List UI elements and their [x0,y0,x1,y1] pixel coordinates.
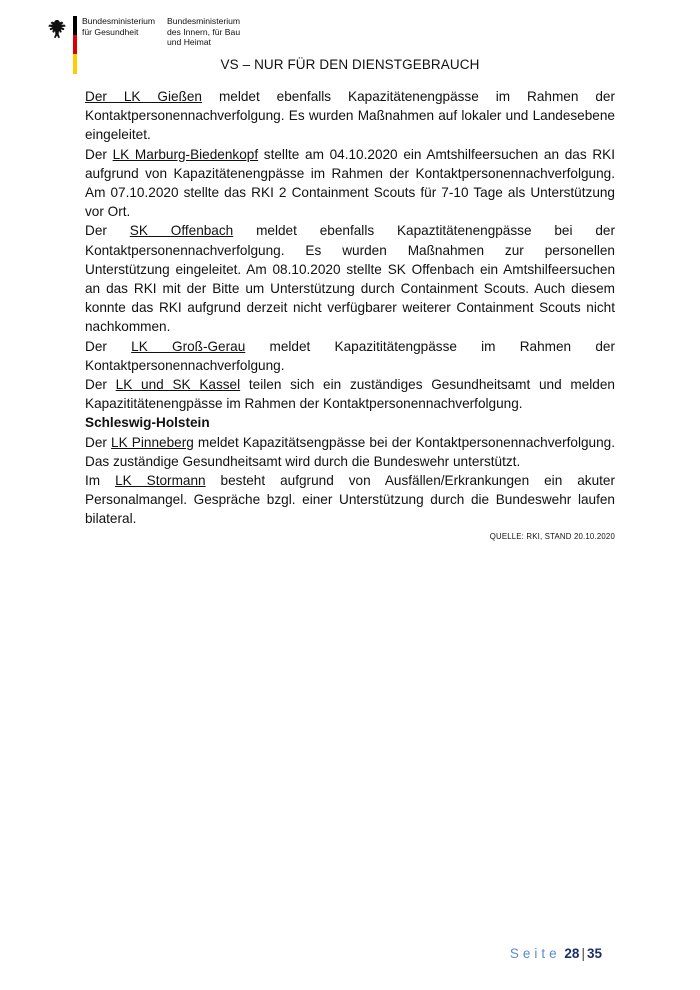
total-pages: 35 [586,946,602,961]
classification-banner: VS – NUR FÜR DEN DIENSTGEBRAUCH [220,57,480,72]
paragraph: Im LK Stormann besteht aufgrund von Ausfällen/Erkrankungen ein akuter Personalmangel. Gespräche bzgl. einer Unterstützung durch die Bundeswehr laufen bilateral. [85,473,615,527]
paragraph: Der LK und SK Kassel teilen sich ein zuständiges Gesundheitsamt und melden Kapazititätenengpässe im Rahmen der Kontaktpersonennachverfolgung. [85,377,615,412]
district-reference: LK Marburg-Biedenkopf [112,146,259,162]
paragraph: Der LK Groß-Gerau meldet Kapazititätengpässe im Rahmen der Kontaktpersonennachverfolgung. [85,338,615,373]
district-reference: LK Pinneberg [111,434,194,450]
district-reference: LK Stormann [115,473,206,489]
district-reference: SK Offenbach [129,223,234,239]
page-number [510,946,602,961]
page-separator: | [581,946,585,961]
paragraph: Der LK Marburg-Biedenkopf stellte am 04.10.2020 ein Amtshilfeersuchen an das RKI aufgrund von Kapazitätenengpässe im Rahmen der Kontaktpersonennachverfolgung. Am 07.10.2020 stellte das RKI 2 Containment Scouts für 7-10 Tage als Unterstützung vor Ort. [85,146,616,220]
ministry-interior-label: Bundesministerium des Innern, für Bau und Heimat [167,16,241,47]
current-page: 28 [564,946,580,961]
section-heading: Schleswig-Holstein [85,415,210,431]
paragraph: Der SK Offenbach meldet ebenfalls Kapaztitätenengpässe bei der Kontaktpersonennachverfolgung. Es wurden Maßnahmen zur personellen Unterstützung eingeleitet. Am 08.10.2020 stellte SK Offenbach ein Amtshilfeersuchen an das RKI mit der Bitte um Unterstützung durch Containment Scouts. Auch diesem konnte das RKI aufgrund derzeit nicht verfügbarer weiterer Containment Scouts nicht nachkommen. [85,223,616,335]
document-body [85,87,615,544]
district-reference: LK Groß-Gerau [131,338,246,354]
federal-eagle-icon [46,18,68,40]
page-label: Seite [509,946,561,961]
source-note: QUELLE: RKI, STAND 20.10.2020 [489,531,615,541]
paragraph: Der LK Gießen meldet ebenfalls Kapazitätenengpässe im Rahmen der Kontaktpersonennachverfolgung. Es wurden Maßnahmen auf lokaler und Landesebene eingeleitet. [85,89,615,143]
paragraph: Der LK Pinneberg meldet Kapazitätsengpässe bei der Kontaktpersonennachverfolgung. Das zuständige Gesundheitsamt wird durch die Bundeswehr unterstützt. [85,434,616,469]
district-reference: LK und SK Kassel [115,377,241,393]
ministry-health-label: Bundesministerium für Gesundheit [82,16,156,37]
district-reference: Der LK Gießen [85,89,202,104]
